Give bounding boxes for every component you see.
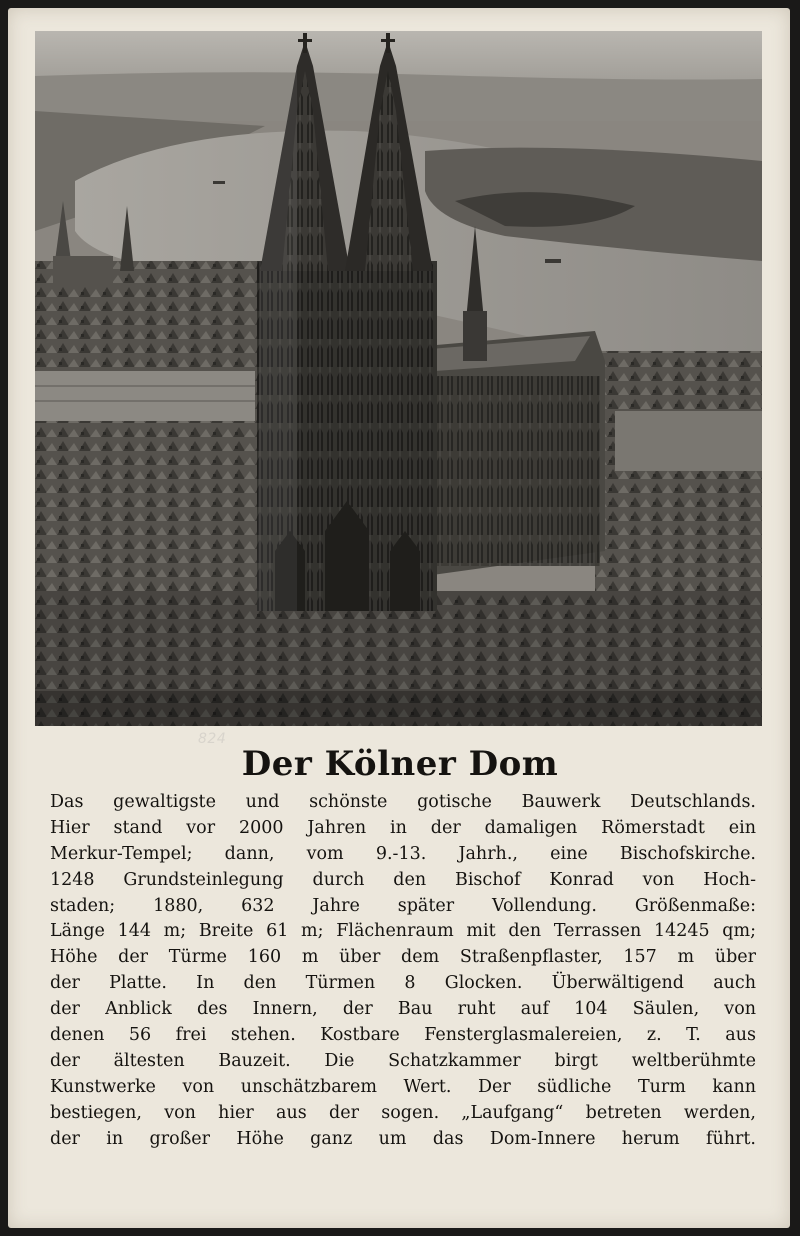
text-line: Kunstwerke von unschätzbarem Wert. Der südliche Turm kann [50,1076,756,1097]
text-line: Höhe der Türme 160 m über dem Straßenpflaster, 157 m über [50,947,756,968]
text-line: Das gewaltigste und schönste gotische Bauwerk Deutschlands. [50,792,756,812]
text-line: der in großer Höhe ganz um das Dom-Innere herum führt. [50,1128,756,1149]
text-line: denen 56 frei stehen. Kostbare Fensterglasmalereien, z. T. aus [50,1025,756,1046]
text-line: Hier stand vor 2000 Jahren in der damaligen Römerstadt ein [50,817,756,838]
text-line: Länge 144 m; Breite 61 m; Flächenraum mit den Terrassen 14245 qm; [50,921,756,942]
text-line: 1248 Grundsteinlegung durch den Bischof Konrad von Hoch- [50,869,756,890]
description-text [50,790,756,1152]
text-line: der ältesten Bauzeit. Die Schatzkammer birgt weltberühmte [50,1050,756,1071]
text-line: bestiegen, von hier aus der sogen. „Laufgang“ betreten werden, [50,1102,756,1123]
text-line: der Anblick des Innern, der Bau ruht auf 104 Säulen, von [50,999,756,1020]
text-line: der Platte. In den Türmen 8 Glocken. Überwältigend auch [50,973,756,994]
cathedral-photo [35,31,762,747]
photo-number: 824 [198,731,227,747]
page-title: Der Kölner Dom [241,744,559,784]
cathedral-aerial-image [35,31,762,726]
text-line: staden; 1880, 632 Jahre später Vollendung. Größenmaße: [50,895,756,916]
text-line: Merkur-Tempel; dann, vom 9.-13. Jahrh., eine Bischofskirche. [50,843,756,864]
